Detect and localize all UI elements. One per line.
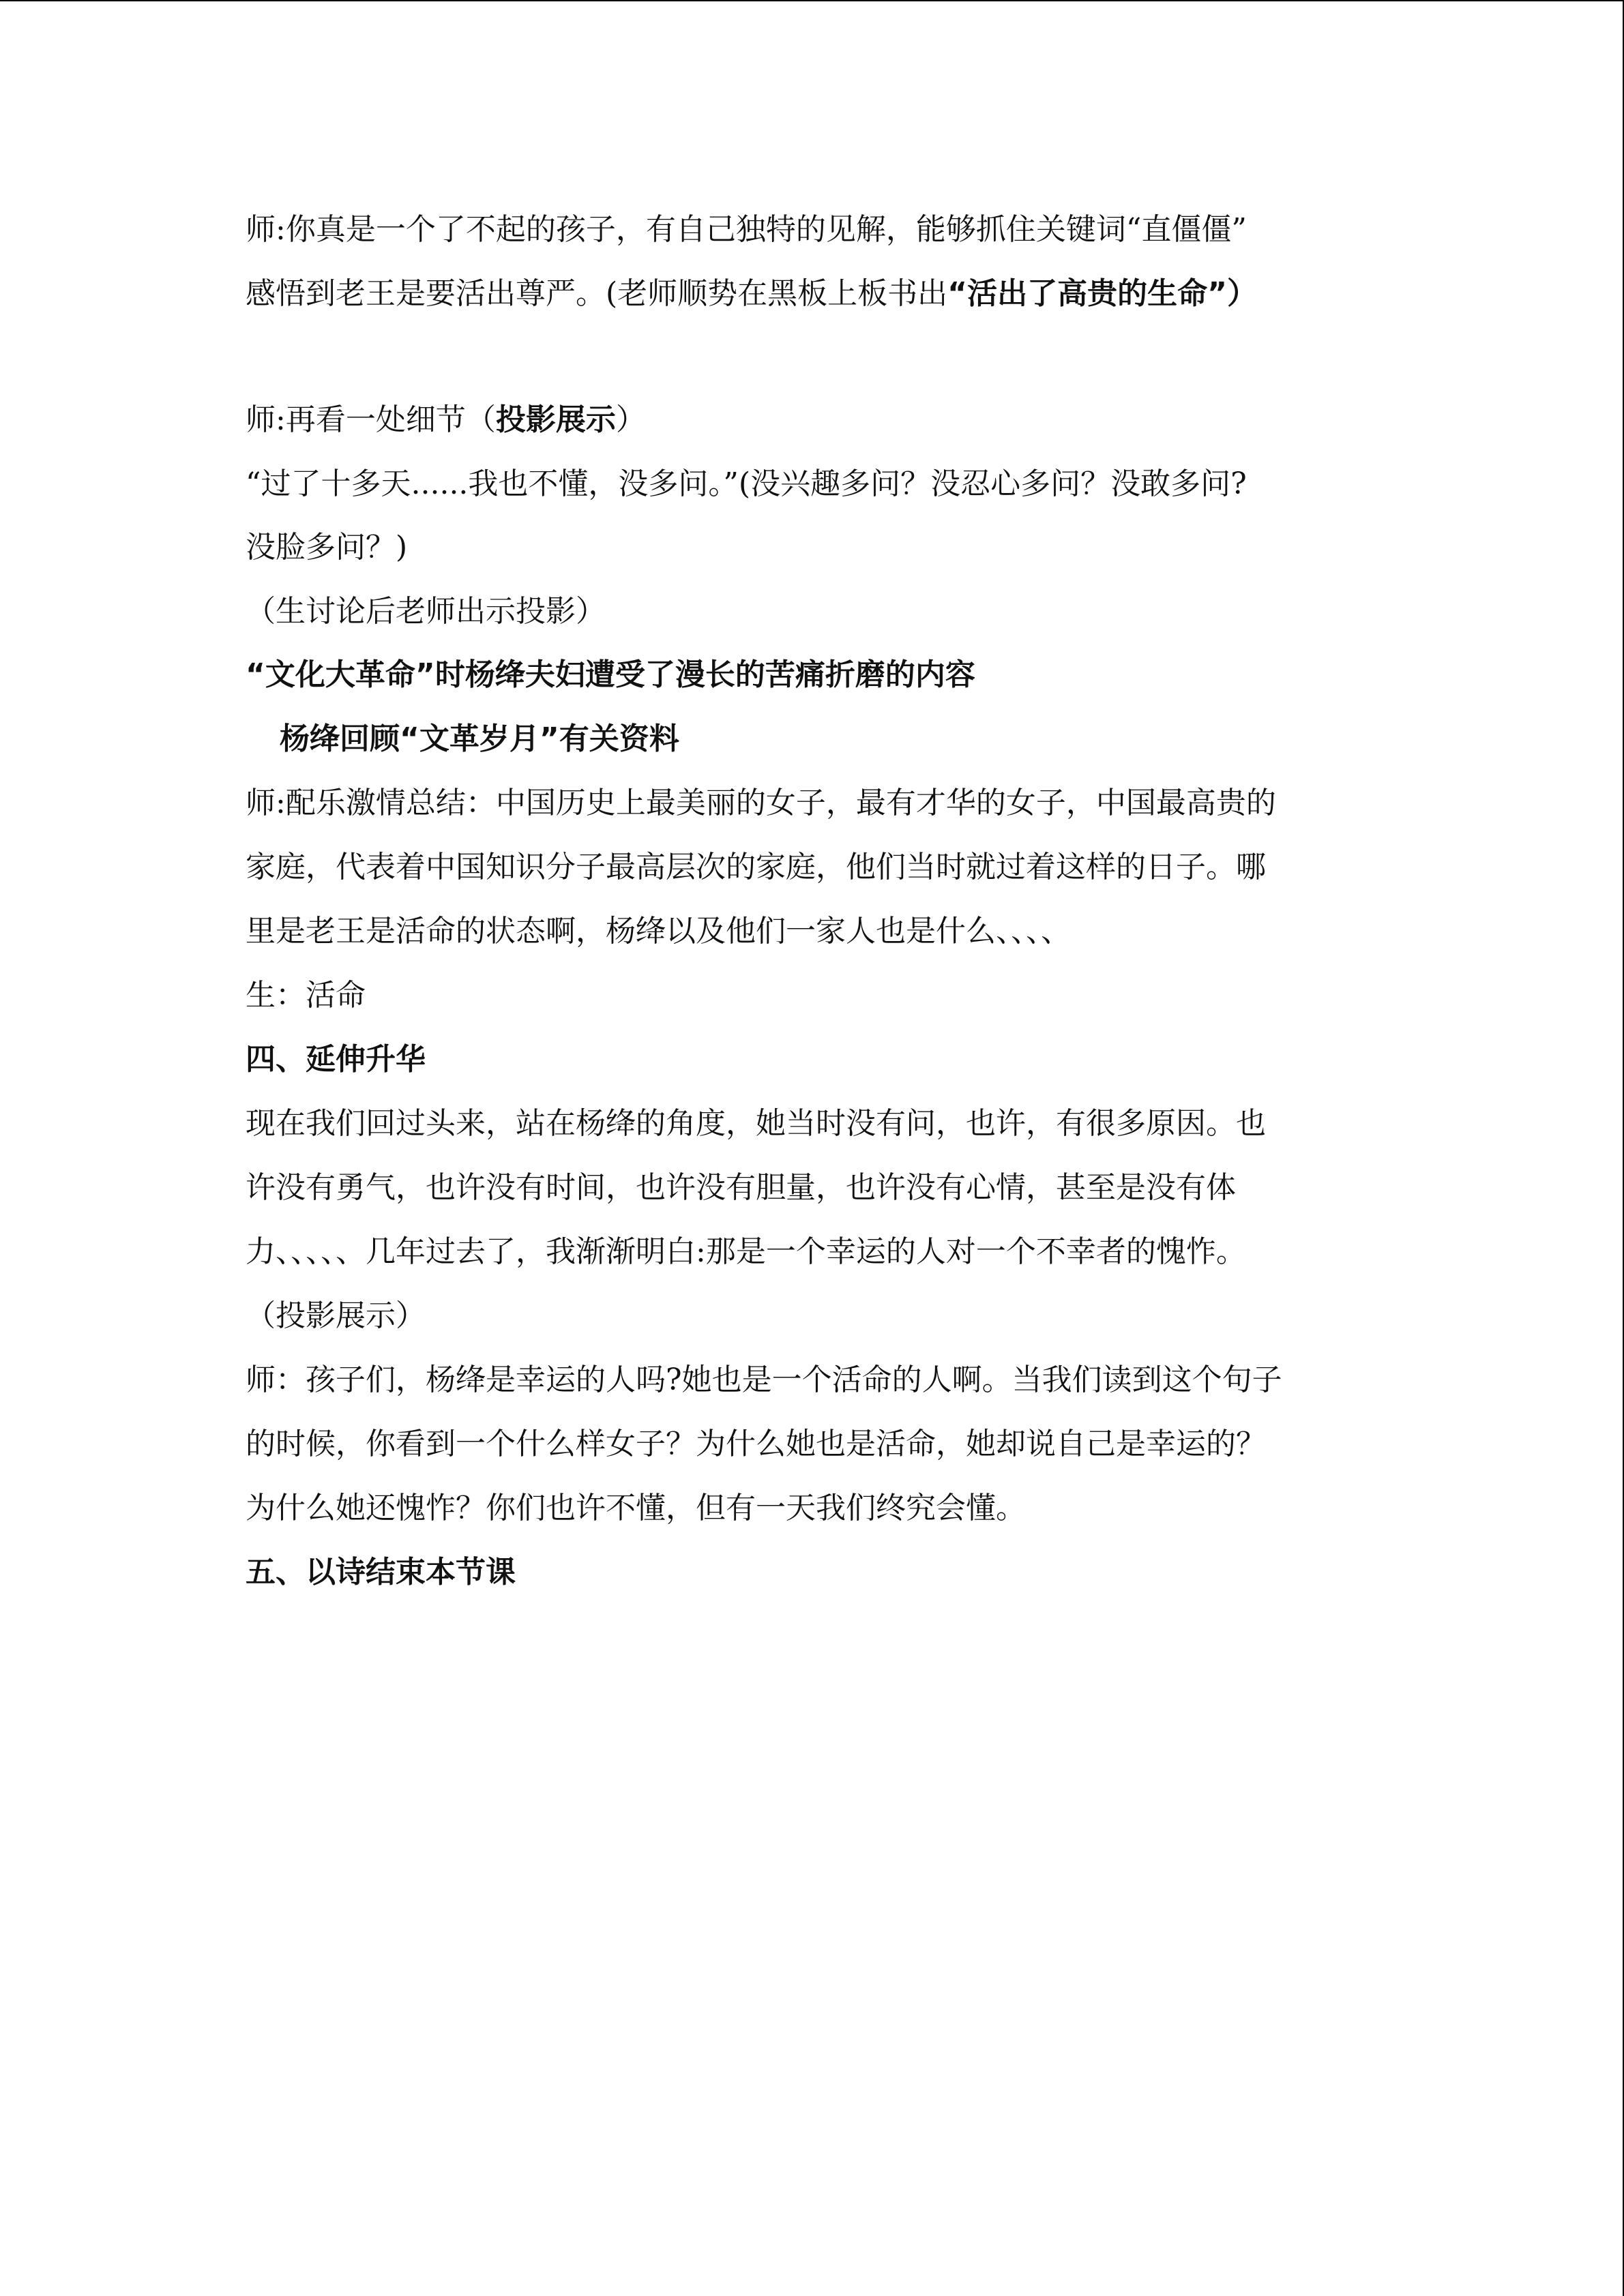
paragraph-quote-line-1: “过了十多天......我也不懂，没多问。”(没兴趣多问？没忍心多问？没敢多问? — [246, 466, 1247, 501]
section-heading-4: 四、延伸升华 — [246, 1042, 426, 1077]
paragraph-closing-line-1: 师：孩子们，杨绛是幸运的人吗?她也是一个活命的人啊。当我们读到这个句子 — [246, 1362, 1282, 1397]
paragraph-summary-line-1: 师:配乐激情总结：中国历史上最美丽的女子，最有才华的女子，中国最高贵的 — [246, 786, 1276, 820]
paragraph-quote-line-2: 没脸多问？) — [246, 530, 408, 565]
section-heading-5: 五、以诗结束本节课 — [246, 1555, 516, 1590]
paragraph-teacher-praise-line-2 — [246, 273, 1378, 314]
blackboard-text: “活出了高贵的生命”） — [947, 276, 1258, 311]
projection-title-cultural-revolution: “文化大革命”时杨绛夫妇遭受了漫长的苦痛折磨的内容 — [246, 657, 975, 692]
text-span: 师:再看一处细节（ — [246, 402, 496, 437]
paragraph-detail-prompt — [246, 400, 1378, 441]
paragraph-reflection-line-3: 力、、、、、几年过去了，我渐渐明白:那是一个幸运的人对一个不幸者的愧怍。 — [246, 1234, 1246, 1269]
paragraph-summary-line-3: 里是老王是活命的状态啊，杨绛以及他们一家人也是什么、、、、 — [246, 914, 1071, 949]
paragraph-teacher-praise-line-1: 师:你真是一个了不起的孩子，有自己独特的见解，能够抓住关键词“直僵僵” — [246, 212, 1247, 247]
paragraph-reflection-line-2: 许没有勇气，也许没有时间，也许没有胆量，也许没有心情，甚至是没有体 — [246, 1170, 1236, 1205]
paragraph-summary-line-2: 家庭，代表着中国知识分子最高层次的家庭，他们当时就过着这样的日子。哪 — [246, 850, 1266, 884]
paragraph-reflection-line-1: 现在我们回过头来，站在杨绛的角度，她当时没有问，也许，有很多原因。也 — [246, 1106, 1266, 1141]
paragraph-student-answer: 生：活命 — [246, 978, 366, 1013]
paragraph-closing-line-3: 为什么她还愧怍？你们也许不懂，但有一天我们终究会懂。 — [246, 1491, 1026, 1525]
paragraph-projection-note: （投影展示） — [246, 1298, 426, 1333]
paragraph-discussion-note: （生讨论后老师出示投影） — [246, 594, 606, 629]
text-span: ） — [615, 402, 646, 437]
text-span: 感悟到老王是要活出尊严。(老师顺势在黑板上板书出 — [246, 276, 948, 311]
projection-label: 投影展示 — [495, 402, 616, 437]
paragraph-closing-line-2: 的时候，你看到一个什么样女子？为什么她也是活命，她却说自己是幸运的？ — [246, 1427, 1266, 1461]
projection-title-materials: 杨绛回顾“文革岁月”有关资料 — [280, 721, 679, 756]
